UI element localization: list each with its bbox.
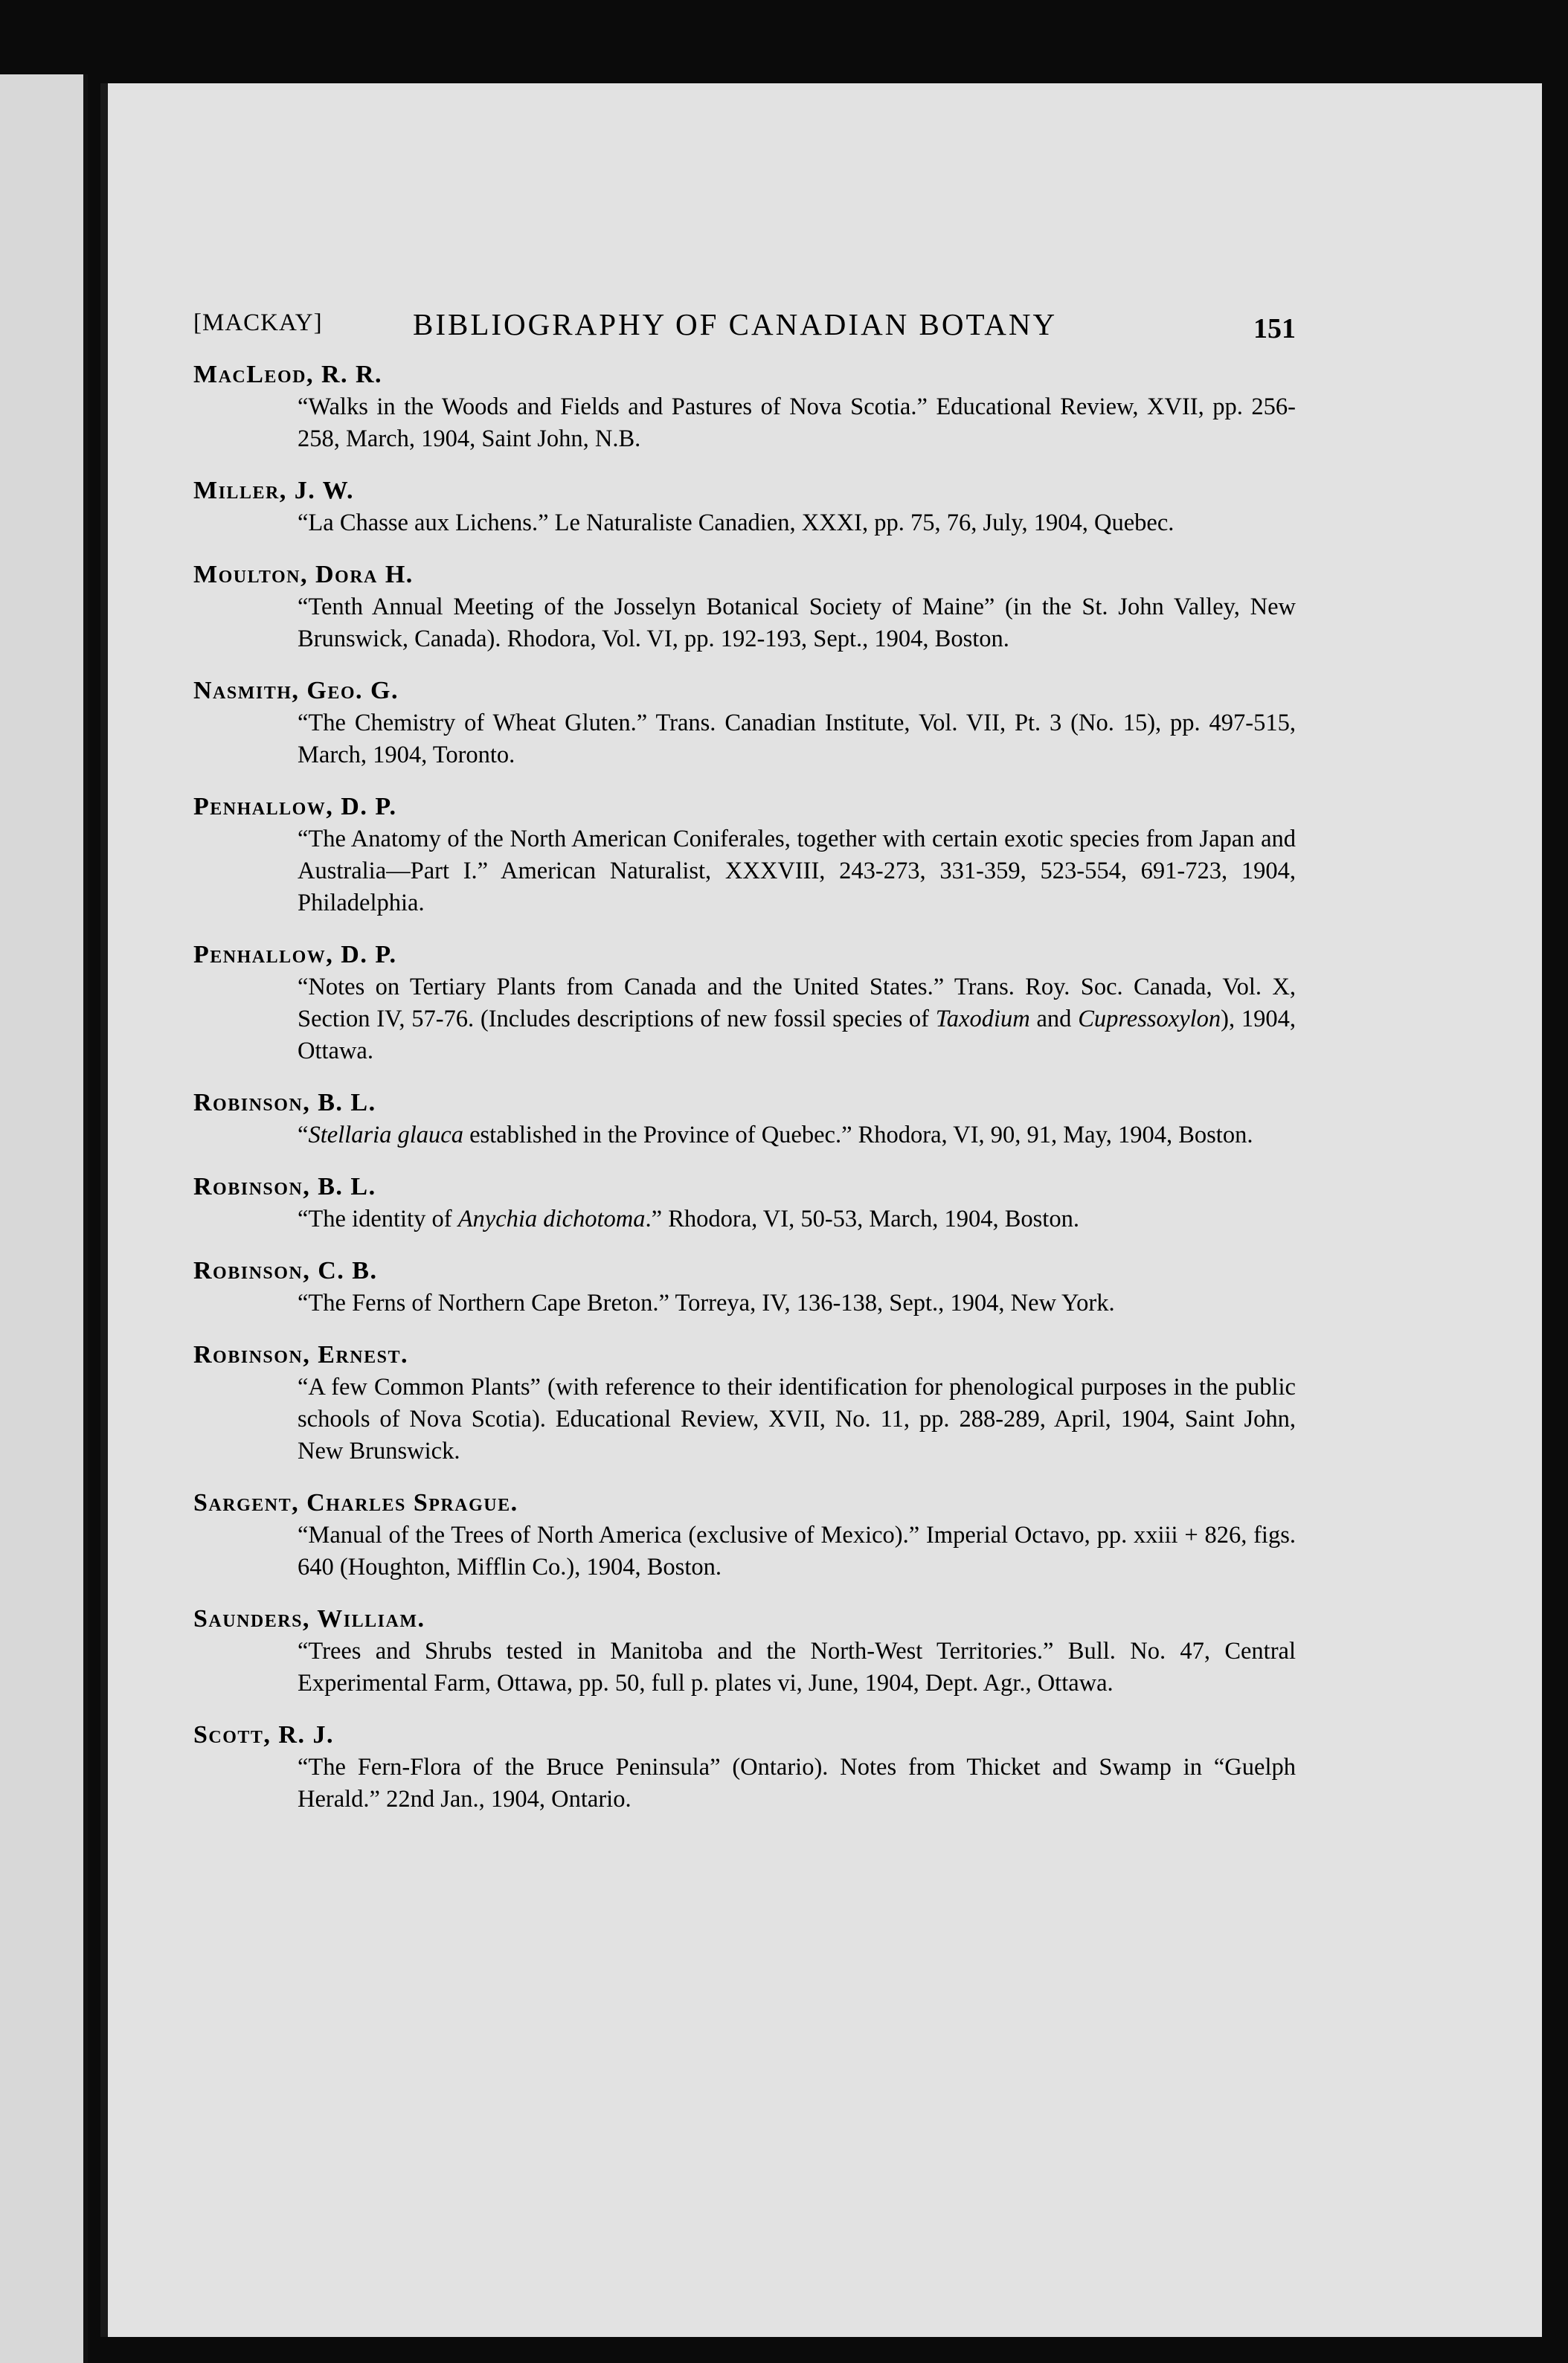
citation-text: “ xyxy=(298,1122,309,1148)
page-number: 151 xyxy=(1253,313,1296,344)
entry-author: Robinson, B. L. xyxy=(193,1089,376,1116)
entry-author: MacLeod, R. R. xyxy=(193,361,383,388)
entry-author: Saunders, William. xyxy=(193,1605,425,1633)
entry-author: Robinson, B. L. xyxy=(193,1173,376,1200)
entry-author: Penhallow, D. P. xyxy=(193,793,397,820)
entry-author: Robinson, C. B. xyxy=(193,1257,378,1285)
entry-author: Sargent, Charles Sprague. xyxy=(193,1489,518,1517)
running-head-title: BIBLIOGRAPHY OF CANADIAN BOTANY xyxy=(413,307,1058,341)
running-head-author: [MACKAY] xyxy=(193,309,323,336)
entry-citation: “The Chemistry of Wheat Gluten.” Trans. Canadian Institute, Vol. VII, Pt. 3 (No. 15), pp. 497-515, March, 1904, Toronto. xyxy=(298,710,1296,768)
citation-text: and xyxy=(1029,1006,1079,1032)
entry-author: Nasmith, Geo. G. xyxy=(193,677,399,704)
bibliography-entry xyxy=(193,1171,1296,1235)
entry-author: Scott, R. J. xyxy=(193,1721,334,1749)
adjacent-page-edge xyxy=(0,74,88,2363)
entry-citation: “Walks in the Woods and Fields and Pastures of Nova Scotia.” Educational Review, XVII, pp. 256-258, March, 1904, Saint John, N.B. xyxy=(298,393,1296,452)
italic-taxon: Anychia dichotoma xyxy=(457,1206,646,1232)
entry-citation: “Manual of the Trees of North America (exclusive of Mexico).” Imperial Octavo, pp. xxiii + 826, figs. 640 (Houghton, Mifflin Co.), 1904, Boston. xyxy=(298,1522,1296,1581)
citation-text: “The identity of xyxy=(298,1206,458,1232)
entry-citation: “Trees and Shrubs tested in Manitoba and the North-West Territories.” Bull. No. 47, Central Experimental Farm, Ottawa, pp. 50, full p. plates vi, June, 1904, Dept. Agr., Ottawa. xyxy=(298,1638,1296,1697)
entry-citation xyxy=(298,1119,1296,1151)
italic-taxon: Taxodium xyxy=(935,1006,1030,1032)
bibliography-entry xyxy=(193,559,1296,655)
italic-taxon: Cupressoxylon xyxy=(1078,1006,1221,1032)
entry-citation: “A few Common Plants” (with reference to their identification for phenological purposes in the public schools of Nova Scotia). Educational Review, XVII, No. 11, pp. 288-289, April, 1904, Saint John, New Brunswick. xyxy=(298,1374,1296,1465)
bibliography-entry xyxy=(193,675,1296,771)
citation-text: .” Rhodora, VI, 50-53, March, 1904, Boston. xyxy=(645,1206,1079,1232)
citation-text: established in the Province of Quebec.” Rhodora, VI, 90, 91, May, 1904, Boston. xyxy=(463,1122,1253,1148)
entry-author: Robinson, Ernest. xyxy=(193,1341,408,1369)
entry-citation: “The Anatomy of the North American Coniferales, together with certain exotic species from Japan and Australia—Part I.” American Naturalist, XXXVIII, 243-273, 331-359, 523-554, 691-723, 1904, Philadelphia. xyxy=(298,826,1296,916)
bibliography-entry xyxy=(193,359,1296,455)
entry-citation: “La Chasse aux Lichens.” Le Naturaliste Canadien, XXXI, pp. 75, 76, July, 1904, Quebec. xyxy=(298,509,1175,536)
running-head xyxy=(193,303,1296,356)
bibliography-entry xyxy=(193,1487,1296,1584)
bibliography-entries xyxy=(193,359,1296,1835)
entry-citation: “The Fern-Flora of the Bruce Peninsula” (Ontario). Notes from Thicket and Swamp in “Guelph Herald.” 22nd Jan., 1904, Ontario. xyxy=(298,1754,1296,1813)
entry-citation xyxy=(298,971,1296,1067)
bibliography-entry xyxy=(193,1255,1296,1319)
entry-citation: “Tenth Annual Meeting of the Josselyn Botanical Society of Maine” (in the St. John Valley, New Brunswick, Canada). Rhodora, Vol. VI, pp. 192-193, Sept., 1904, Boston. xyxy=(298,594,1296,652)
entry-citation: “The Ferns of Northern Cape Breton.” Torreya, IV, 136-138, Sept., 1904, New York. xyxy=(298,1290,1115,1316)
entry-author: Moulton, Dora H. xyxy=(193,561,414,588)
bibliography-entry xyxy=(193,1339,1296,1467)
bibliography-entry xyxy=(193,939,1296,1067)
bibliography-entry xyxy=(193,475,1296,539)
bibliography-entry xyxy=(193,1719,1296,1816)
entry-citation xyxy=(298,1203,1296,1235)
bibliography-entry xyxy=(193,1087,1296,1151)
italic-taxon: Stellaria glauca xyxy=(308,1122,463,1148)
entry-author: Miller, J. W. xyxy=(193,477,355,504)
entry-author: Penhallow, D. P. xyxy=(193,941,397,968)
citation-text: ), 1904, Ottawa. xyxy=(298,1006,1296,1064)
bibliography-entry xyxy=(193,791,1296,919)
citation-text: “Notes on Tertiary Plants from Canada and the United States.” Trans. Roy. Soc. Canada, Vol. X, Section IV, 57-76. (Includes descriptions of new fossil species of xyxy=(298,974,1296,1032)
bibliography-entry xyxy=(193,1603,1296,1700)
